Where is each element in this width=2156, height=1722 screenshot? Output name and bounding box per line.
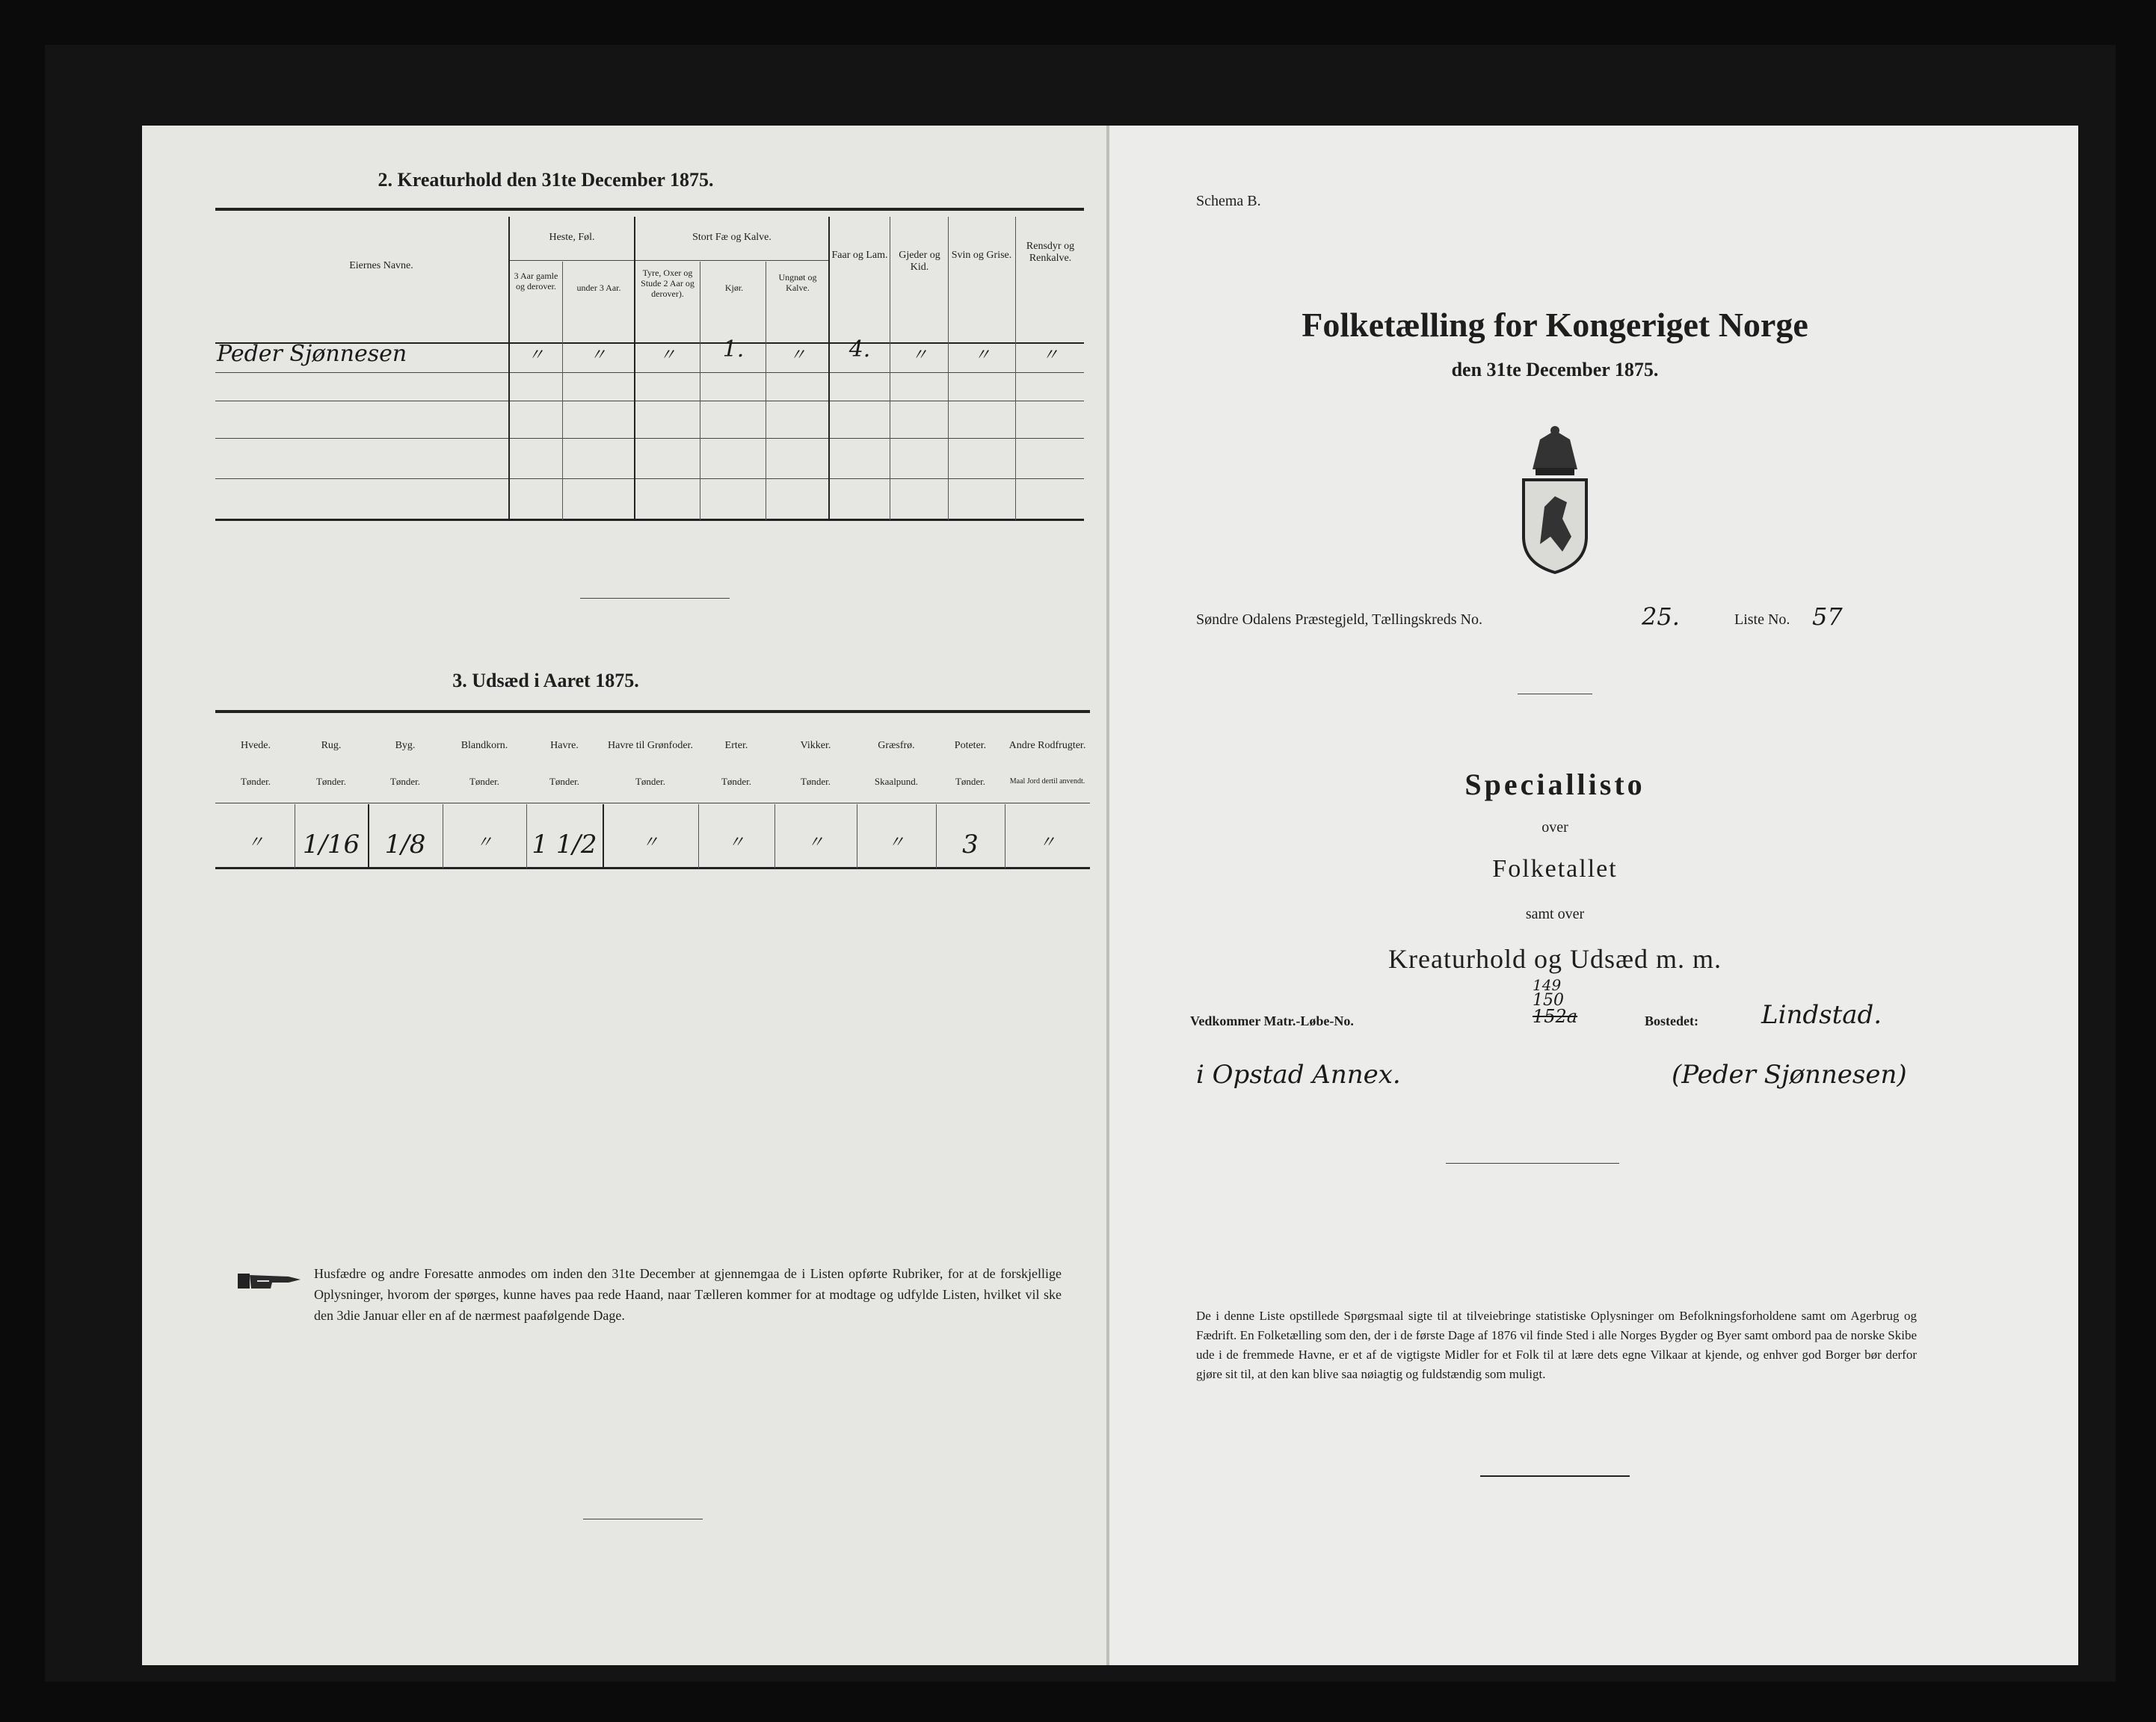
cell-horses-3yr: 〃 xyxy=(527,346,544,365)
liste-no: 57 xyxy=(1812,602,1843,631)
divider xyxy=(580,598,730,599)
col-bulls: Tyre, Oxer og Stude 2 Aar og derover). xyxy=(641,268,694,299)
section2-title: 2. Kreaturhold den 31te December 1875. xyxy=(378,169,714,191)
seed-cell: 〃 xyxy=(641,833,659,852)
bosted-label: Bostedet: xyxy=(1645,1013,1698,1028)
seed-col-unit: Maal Jord dertil anvendt. xyxy=(1009,777,1085,786)
over-text: over xyxy=(1541,819,1568,836)
seed-col-unit: Skaalpund. xyxy=(874,776,919,787)
seed-cell: 1 1/2 xyxy=(532,830,597,860)
notice-text: Husfædre og andre Foresatte anmodes om inden den 31te December at gjennemgaa de i Listen opførte Rubriker, for at de forskjellige Oplysninger, hvorom der spørges, kunne haves paa rede Haand, naar Tælleren kommer for at modtage og udfylde Listen, hvilket vil ske den 3die Januar eller en af de nærmest paafølgende Dage. xyxy=(314,1266,1062,1323)
matr-label: Vedkommer Matr.-Løbe-No. xyxy=(1190,1013,1354,1028)
seed-cell: 〃 xyxy=(1038,833,1056,852)
speciallisto-heading: Speciallisto xyxy=(1464,768,1645,801)
seed-col-header: Rug. xyxy=(321,740,342,751)
parish-label: Søndre Odalens Præstegjeld, Tællingskreds No. xyxy=(1196,611,1482,628)
seed-col-header: Andre Rodfrugter. xyxy=(1008,740,1086,751)
seed-col-unit: Tønder. xyxy=(469,776,500,787)
pointing-hand-icon xyxy=(236,1269,304,1292)
seed-col-unit: Tønder. xyxy=(635,776,666,787)
seed-cell: 〃 xyxy=(475,833,493,852)
matr-no-top: 149 xyxy=(1533,976,1562,994)
seed-col-header: Byg. xyxy=(395,740,416,751)
page-fold xyxy=(1106,126,1109,1665)
seed-cell: 〃 xyxy=(247,833,264,852)
bosted-value: Lindstad. xyxy=(1761,1000,1882,1030)
col-cows: Kjør. xyxy=(724,283,744,293)
cell-cows: 1. xyxy=(722,336,745,362)
seed-col-header: Vikker. xyxy=(800,740,831,751)
seed-col-header: Havre. xyxy=(550,740,579,751)
col-sheep: Faar og Lam. xyxy=(831,250,888,261)
seed-col-header: Hvede. xyxy=(240,740,271,751)
seed-col-unit: Tønder. xyxy=(800,776,831,787)
seed-col-header: Havre til Grønfoder. xyxy=(608,740,693,751)
seed-col-unit: Tønder. xyxy=(389,776,421,787)
col-goats: Gjeder og Kid. xyxy=(899,250,940,273)
seed-cell: 〃 xyxy=(887,833,905,852)
seed-cell: 1/8 xyxy=(384,830,426,860)
owner-name: Peder Sjønnesen xyxy=(217,341,407,367)
right-page xyxy=(1106,126,2078,1665)
col-pigs: Svin og Grise. xyxy=(951,250,1012,261)
owner-paren: (Peder Sjønnesen) xyxy=(1672,1060,1907,1090)
liste-label: Liste No. xyxy=(1734,611,1790,628)
seed-cell: 3 xyxy=(962,830,979,860)
samt-over-text: samt over xyxy=(1525,906,1585,922)
divider-right-3 xyxy=(1480,1475,1630,1477)
section3-title: 3. Udsæd i Aaret 1875. xyxy=(452,670,639,691)
coat-of-arms-icon xyxy=(1510,425,1600,574)
cell-reindeer: 〃 xyxy=(1041,346,1059,365)
col-reindeer: Rensdyr og Renkalve. xyxy=(1026,241,1075,264)
main-title: Folketælling for Kongeriget Norge xyxy=(1302,306,1808,344)
divider-right-2 xyxy=(1446,1163,1619,1164)
seed-col-unit: Tønder. xyxy=(549,776,580,787)
cell-sheep: 4. xyxy=(848,336,871,362)
col-owner: Eiernes Navne. xyxy=(349,260,413,271)
seed-col-unit: Tønder. xyxy=(240,776,271,787)
col-young-cattle: Ungnøt og Kalve. xyxy=(778,272,817,293)
cell-pigs: 〃 xyxy=(973,346,991,365)
col-horses-3yr: 3 Aar gamle og derover. xyxy=(514,271,558,291)
seed-col-header: Poteter. xyxy=(954,740,987,751)
cell-bulls: 〃 xyxy=(659,346,676,365)
matr-no-mid: 150 xyxy=(1533,991,1564,1010)
seed-col-unit: Tønder. xyxy=(315,776,347,787)
kreds-no: 25. xyxy=(1642,602,1680,631)
seed-col-header: Græsfrø. xyxy=(878,740,915,751)
kreaturhold-text: Kreaturhold og Udsæd m. m. xyxy=(1388,944,1722,974)
grp-horses: Heste, Føl. xyxy=(549,232,595,243)
folketallet-text: Folketallet xyxy=(1492,855,1618,883)
seed-col-unit: Tønder. xyxy=(721,776,752,787)
col-horses-under3: under 3 Aar. xyxy=(576,283,621,293)
main-date: den 31te December 1875. xyxy=(1451,359,1659,380)
seed-col-header: Blandkorn. xyxy=(461,740,508,751)
seed-cell: 1/16 xyxy=(302,830,360,860)
seed-cell: 〃 xyxy=(807,833,824,852)
schema-label: Schema B. xyxy=(1196,193,1261,209)
annex-text: i Opstad Annex. xyxy=(1196,1060,1401,1090)
cell-goats: 〃 xyxy=(911,346,928,365)
matr-no: 152a xyxy=(1533,1006,1578,1027)
seed-col-unit: Tønder. xyxy=(955,776,986,787)
cell-young-cattle: 〃 xyxy=(789,346,806,365)
info-paragraph: De i denne Liste opstillede Spørgsmaal sigte til at tilveiebringe statistiske Oplysninger om Befolkningsforholdene samt om Agerbrug og Fædrift. En Folketælling som den, der i de første Dage af 1876 vil finde Sted i alle Norges Bygder og Byer samt ombord paa de norske Skibe ude i de fremmede Havne, er et af de vigtigste Midler for et Folk til at lære dets egne Vilkaar at kjende, og enhver god Borger bør derfor gjøre sit til, at den kan blive saa nøiagtig og fuldstændig som muligt. xyxy=(1196,1309,1917,1381)
grp-cattle: Stort Fæ og Kalve. xyxy=(692,232,771,243)
seed-col-header: Erter. xyxy=(724,740,748,751)
seed-cell: 〃 xyxy=(727,833,745,852)
cell-horses-under3: 〃 xyxy=(589,346,606,365)
